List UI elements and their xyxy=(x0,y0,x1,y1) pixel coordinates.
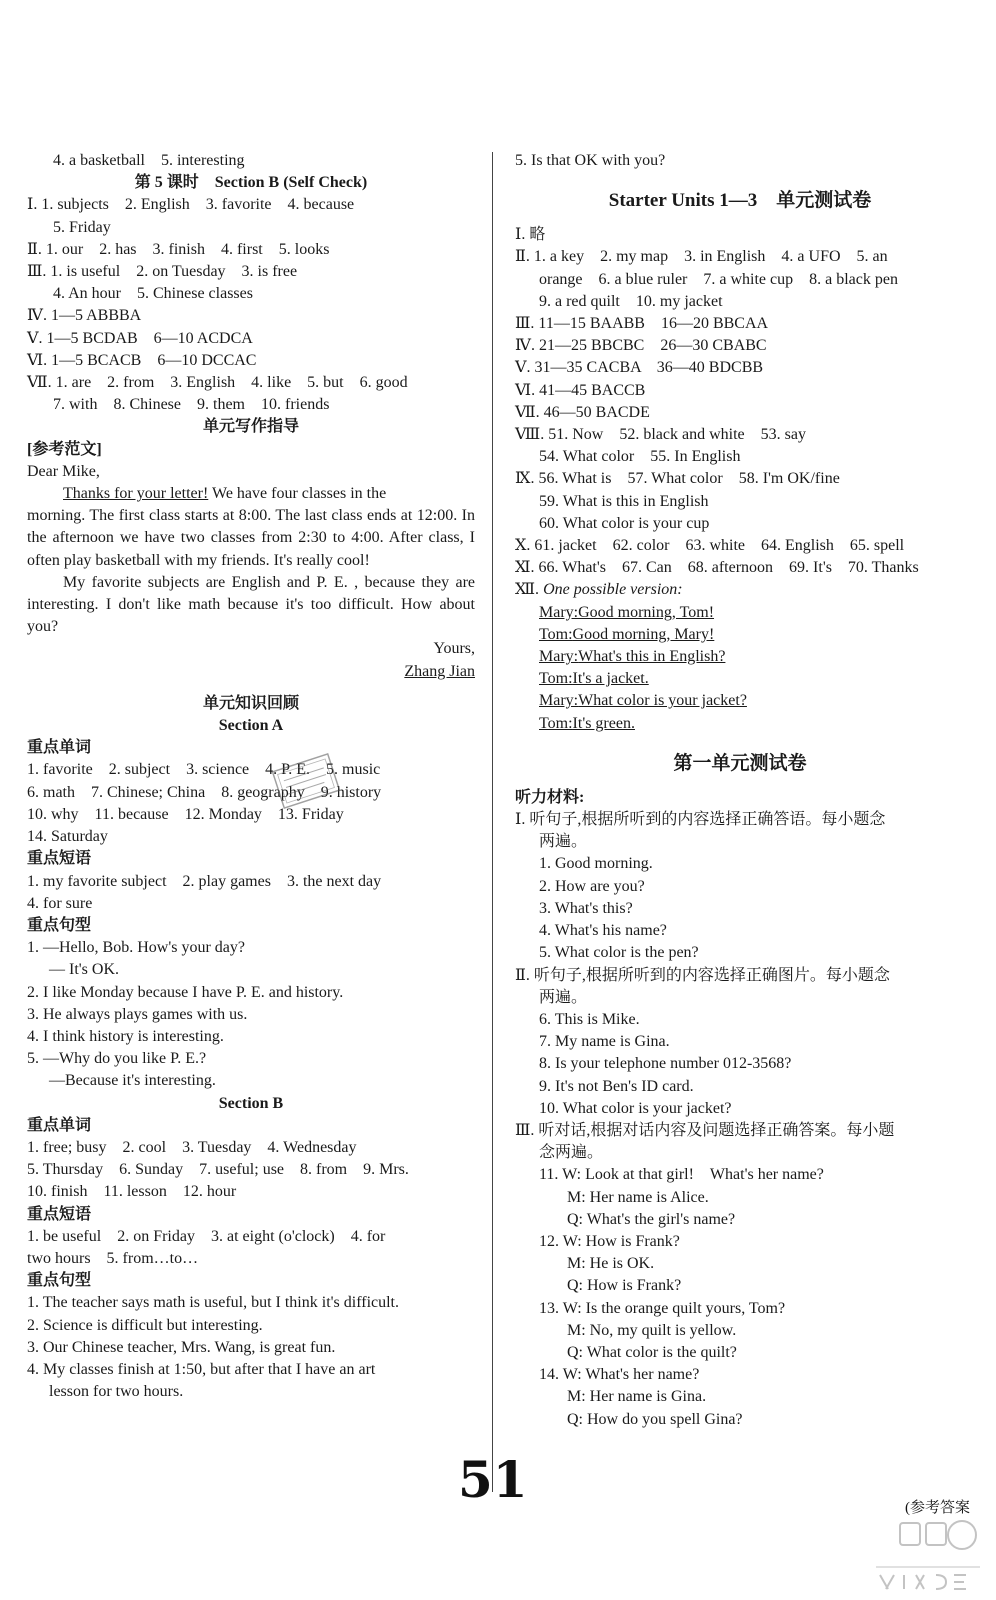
right-line: 9. a red quilt 10. my jacket xyxy=(539,292,723,310)
left-line: Ⅳ. 1—5 ABBBA xyxy=(27,307,142,325)
right-line xyxy=(515,646,965,668)
right-line: 14. W: What's her name? xyxy=(539,1366,700,1384)
left-line: Ⅰ. 1. subjects 2. English 3. favorite 4. because xyxy=(27,196,355,214)
right-line: Ⅹ. 61. jacket 62. color 63. white 64. English 65. spell xyxy=(515,537,905,555)
right-line: Ⅰ. 听句子,根据所听到的内容选择正确答语。每小题念 xyxy=(515,811,886,829)
right-line: Ⅵ. 41—45 BACCB xyxy=(515,381,646,399)
left-line: 重点单词 xyxy=(27,1116,92,1134)
line-text: We have four classes in the xyxy=(208,485,387,503)
right-line: 3. What's this? xyxy=(539,899,633,917)
left-line: My favorite subjects are English and P. E. , because they are interesting. I don't like math because it's too difficult. How about you? xyxy=(27,573,475,636)
right-line: Ⅺ. 66. What's 67. Can 68. afternoon 69. It's 70. Thanks xyxy=(515,559,919,577)
right-line: M: Her name is Gina. xyxy=(567,1388,707,1406)
watermark-logo xyxy=(870,1505,986,1595)
left-line: 重点短语 xyxy=(27,1205,92,1223)
right-line: Ⅱ. 1. a key 2. my map 3. in English 4. a UFO 5. an xyxy=(515,248,888,266)
left-line: 重点句型 xyxy=(27,1272,92,1290)
left-line: 1. —Hello, Bob. How's your day? xyxy=(27,939,245,957)
left-line: 5. Friday xyxy=(53,218,111,236)
right-line: 两遍。 xyxy=(539,988,588,1006)
right-line: Q: How is Frank? xyxy=(567,1277,682,1295)
left-line: 4. I think history is interesting. xyxy=(27,1027,224,1045)
left-line: Zhang Jian xyxy=(404,662,475,680)
left-line: 4. for sure xyxy=(27,894,93,912)
dialogue-text: It's green. xyxy=(572,714,635,732)
left-line: 3. He always plays games with us. xyxy=(27,1005,248,1023)
left-line: 单元写作指导 xyxy=(202,418,299,436)
left-line: 1. my favorite subject 2. play games 3. the next day xyxy=(27,872,382,890)
left-line: morning. The first class starts at 8:00. The last class ends at 12:00. In the afternoon we have two classes from 2:30 to 4:00. After class, I often play basketball with my friends. It's really cool! xyxy=(27,507,475,569)
right-line: Q: What's the girl's name? xyxy=(567,1210,736,1228)
right-line: Q: What color is the quilt? xyxy=(567,1343,737,1361)
right-line: 11. W: Look at that girl! What's her name? xyxy=(539,1166,824,1184)
speaker-label: Tom: xyxy=(539,714,573,732)
right-line: 5. What color is the pen? xyxy=(539,944,699,962)
stamp-image xyxy=(263,750,349,812)
right-line: 5. Is that OK with you? xyxy=(515,152,666,169)
right-line: 60. What color is your cup xyxy=(539,514,710,532)
left-line: 1. The teacher says math is useful, but I think it's difficult. xyxy=(27,1294,399,1312)
right-line: Ⅱ. 听句子,根据所听到的内容选择正确图片。每小题念 xyxy=(515,966,890,984)
right-line: 13. W: Is the orange quilt yours, Tom? xyxy=(539,1299,786,1317)
column-divider xyxy=(492,152,493,1492)
right-line: 念两遍。 xyxy=(539,1144,604,1162)
left-line: 4. My classes finish at 1:50, but after that I have an art xyxy=(27,1360,376,1378)
corner-label: (参考答案 xyxy=(905,1500,970,1516)
right-line: 9. It's not Ben's ID card. xyxy=(539,1077,694,1095)
right-line: M: No, my quilt is yellow. xyxy=(567,1321,737,1339)
dialogue-text: What color is your jacket? xyxy=(578,692,747,710)
left-line: 重点句型 xyxy=(27,916,92,934)
speaker-label: Tom: xyxy=(539,670,573,688)
left-line: 2. Science is difficult but interesting. xyxy=(27,1316,263,1334)
right-line: 59. What is this in English xyxy=(539,492,709,510)
left-line: 4. a basketball 5. interesting xyxy=(53,152,245,169)
left-line: 3. Our Chinese teacher, Mrs. Wang, is great fun. xyxy=(27,1338,336,1356)
left-line: 10. why 11. because 12. Monday 13. Friday xyxy=(27,805,344,823)
right-line: 4. What's his name? xyxy=(539,922,667,940)
right-line: Ⅲ. 11—15 BAABB 16—20 BBCAA xyxy=(515,315,769,333)
right-line: M: He is OK. xyxy=(567,1255,655,1273)
underlined-text: Thanks for your letter! xyxy=(63,485,209,503)
left-line: 重点短语 xyxy=(27,850,92,868)
right-line: 2. How are you? xyxy=(539,877,645,895)
dialogue-text: What's this in English? xyxy=(578,648,726,666)
left-line: Section B xyxy=(218,1094,284,1112)
right-line xyxy=(515,668,965,690)
left-line: 2. I like Monday because I have P. E. and history. xyxy=(27,983,344,1001)
right-line: Ⅲ. 听对话,根据对话内容及问题选择正确答案。每小题 xyxy=(515,1121,895,1139)
right-line: Ⅴ. 31—35 CACBA 36—40 BDCBB xyxy=(515,359,764,377)
left-line: 1. favorite 2. subject 3. science 4. P. E. 5. music xyxy=(27,761,381,779)
left-line: —Because it's interesting. xyxy=(49,1072,216,1090)
right-line: M: Her name is Alice. xyxy=(567,1188,709,1206)
left-line: 4. An hour 5. Chinese classes xyxy=(53,285,253,303)
left-line: — It's OK. xyxy=(49,961,119,979)
left-line: 1. be useful 2. on Friday 3. at eight (o'clock) 4. for xyxy=(27,1227,386,1245)
left-line: 5. Thursday 6. Sunday 7. useful; use 8. from 9. Mrs. xyxy=(27,1161,409,1179)
right-line: Ⅻ. One possible version: xyxy=(515,581,683,599)
speaker-label: Tom: xyxy=(539,625,573,643)
left-line: Yours, xyxy=(433,640,475,658)
right-line xyxy=(515,624,965,646)
left-line: lesson for two hours. xyxy=(49,1383,184,1401)
right-line: 7. My name is Gina. xyxy=(539,1033,670,1051)
left-line: Ⅱ. 1. our 2. has 3. finish 4. first 5. looks xyxy=(27,240,330,258)
right-line: Ⅳ. 21—25 BBCBC 26—30 CBABC xyxy=(515,337,767,355)
left-line: [参考范文] xyxy=(27,440,102,458)
left-line: 第 5 课时 Section B (Self Check) xyxy=(134,174,368,192)
left-line: Dear Mike, xyxy=(27,462,100,480)
right-line: 听力材料: xyxy=(515,788,585,806)
right-line: 12. W: How is Frank? xyxy=(539,1232,680,1250)
left-column xyxy=(27,150,475,1403)
right-line: Ⅸ. 56. What is 57. What color 58. I'm OK/fine xyxy=(515,470,840,488)
right-line: 10. What color is your jacket? xyxy=(539,1099,732,1117)
left-line: Ⅶ. 1. are 2. from 3. English 4. like 5. but 6. good xyxy=(27,374,408,392)
right-line: Starter Units 1—3 单元测试卷 xyxy=(608,190,872,212)
right-line: 6. This is Mike. xyxy=(539,1010,640,1028)
right-line xyxy=(515,713,965,735)
speaker-label: Mary: xyxy=(539,648,579,666)
right-line: Q: How do you spell Gina? xyxy=(567,1410,743,1428)
page-number: 51 xyxy=(458,1450,528,1509)
left-line: 单元知识回顾 xyxy=(202,694,299,712)
right-line: 1. Good morning. xyxy=(539,855,653,873)
left-line: 10. finish 11. lesson 12. hour xyxy=(27,1183,237,1201)
left-line: 7. with 8. Chinese 9. them 10. friends xyxy=(53,396,330,414)
left-line: Ⅲ. 1. is useful 2. on Tuesday 3. is free xyxy=(27,263,298,281)
speaker-label: Mary: xyxy=(539,692,579,710)
left-line: Ⅵ. 1—5 BCACB 6—10 DCCAC xyxy=(27,351,257,369)
right-line: 两遍。 xyxy=(539,833,588,851)
left-line xyxy=(27,483,475,505)
right-line: Mary:Good morning, Tom! xyxy=(539,603,715,621)
right-line xyxy=(515,690,965,712)
left-line: two hours 5. from…to… xyxy=(27,1249,199,1267)
dialogue-text: It's a jacket. xyxy=(572,670,649,688)
left-line: 14. Saturday xyxy=(27,828,108,846)
left-line: 6. math 7. Chinese; China 8. geography 9. history xyxy=(27,783,382,801)
right-line: 8. Is your telephone number 012-3568? xyxy=(539,1055,792,1073)
right-column xyxy=(515,150,965,1431)
left-line: 1. free; busy 2. cool 3. Tuesday 4. Wednesday xyxy=(27,1138,357,1156)
right-line: Ⅰ. 略 xyxy=(515,226,546,244)
right-line: Ⅶ. 46—50 BACDE xyxy=(515,403,650,421)
left-line: 重点单词 xyxy=(27,739,92,757)
left-line: 5. —Why do you like P. E.? xyxy=(27,1050,207,1068)
right-line: Ⅷ. 51. Now 52. black and white 53. say xyxy=(515,426,806,444)
right-line: orange 6. a blue ruler 7. a white cup 8. a black pen xyxy=(539,270,898,288)
right-line: 第一单元测试卷 xyxy=(673,752,807,774)
left-line: Ⅴ. 1—5 BCDAB 6—10 ACDCA xyxy=(27,329,253,347)
right-line: 54. What color 55. In English xyxy=(539,448,741,466)
dialogue-text: Good morning, Mary! xyxy=(572,625,715,643)
left-line: Section A xyxy=(218,717,284,735)
